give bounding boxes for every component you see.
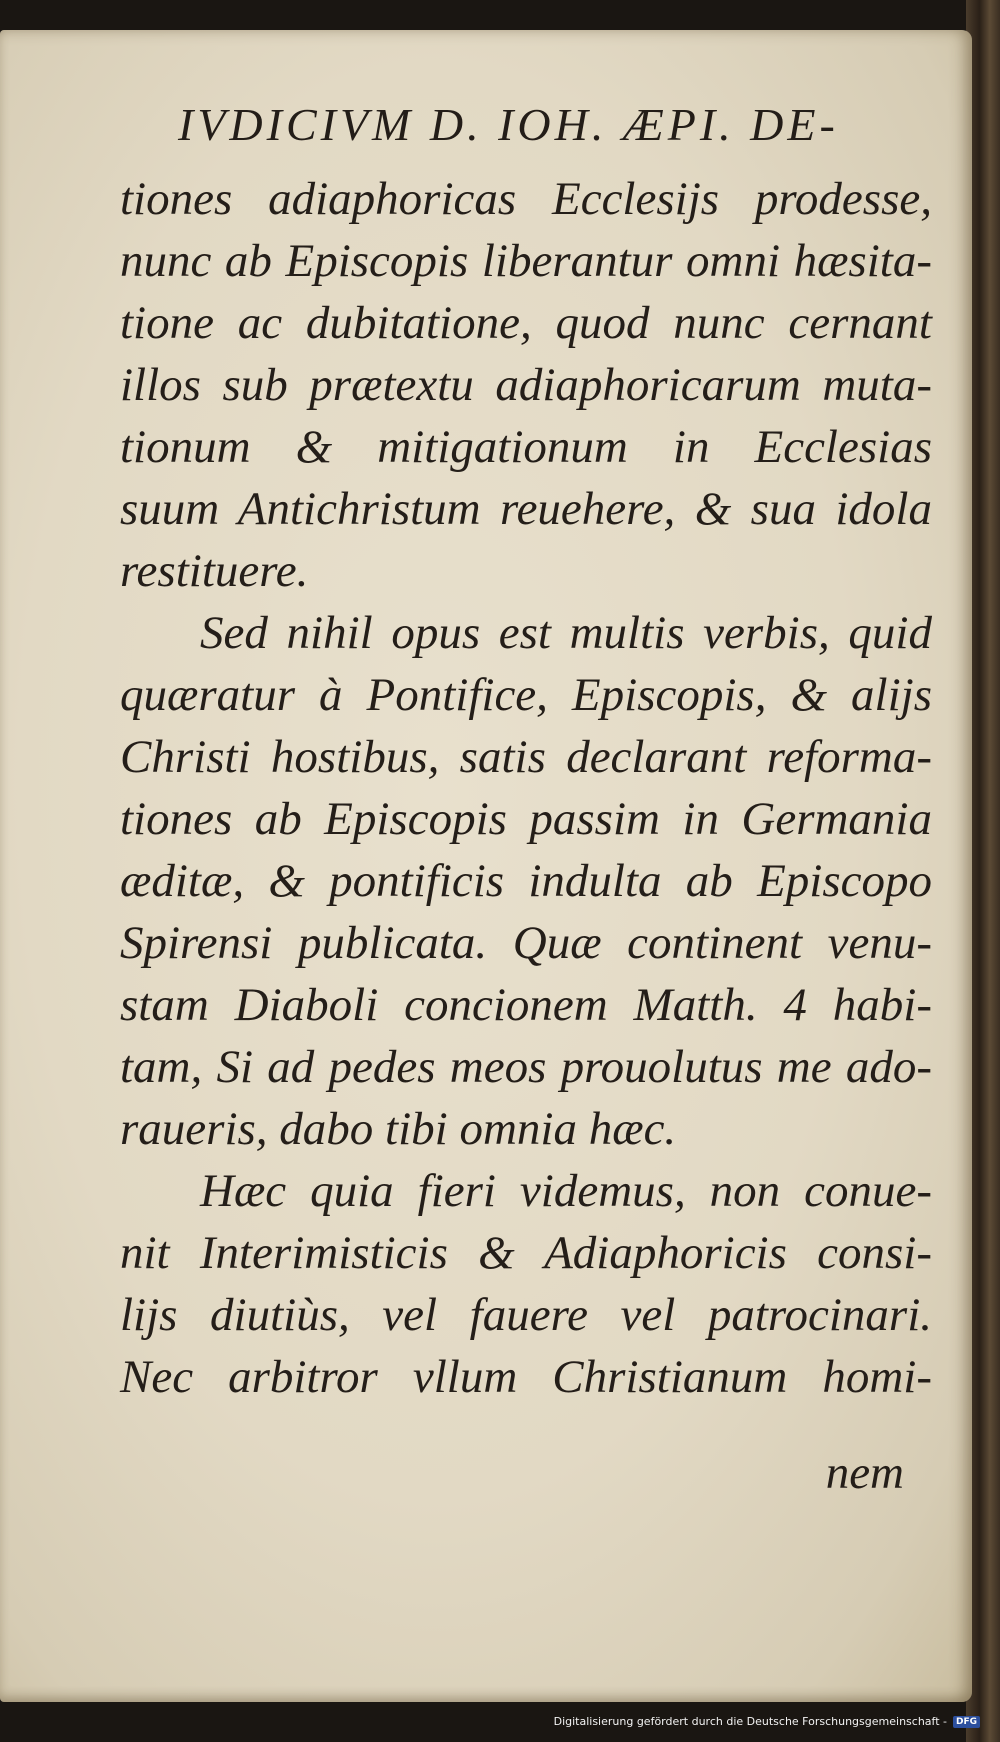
text-line: illos sub prætextu adiaphoricarum muta- — [120, 359, 932, 411]
text-line: Hæc quia fieri videmus, non conue- — [200, 1165, 932, 1217]
dfg-logo-icon: DFG — [953, 1716, 980, 1728]
text-line: Christi hostibus, satis declarant reforma- — [120, 731, 932, 783]
text-line: nit Interimisticis & Adiaphoricis consi- — [120, 1227, 932, 1279]
text-line: æditæ, & pontificis indulta ab Episcopo — [120, 855, 932, 907]
text-line: tione ac dubitatione, quod nunc cernant — [120, 297, 932, 349]
text-line: nunc ab Episcopis liberantur omni hæsita- — [120, 235, 932, 287]
digitization-credit — [554, 1715, 980, 1728]
paragraph-2 — [120, 602, 932, 1160]
text-line: tiones ab Episcopis passim in Germania — [120, 793, 932, 845]
text-line: Spirensi publicata. Quæ continent venu- — [120, 917, 932, 969]
running-head: IVDICIVM D. IOH. ÆPI. DE- — [178, 99, 839, 150]
text-line: quæratur à Pontifice, Episcopis, & alijs — [120, 669, 932, 721]
catchword: nem — [825, 1447, 904, 1499]
text-line: tionum & mitigationum in Ecclesias — [120, 421, 932, 473]
text-line: restituere. — [120, 545, 309, 597]
credit-text: Digitalisierung gefördert durch die Deutsche Forschungsgemeinschaft - — [553, 1715, 947, 1728]
paragraph-1 — [120, 168, 932, 602]
main-text — [120, 168, 932, 1408]
text-line: lijs diutiùs, vel fauere vel patrocinari. — [120, 1289, 932, 1341]
text-line: tam, Si ad pedes meos prouolutus me ado- — [120, 1041, 932, 1093]
text-line: tiones adiaphoricas Ecclesijs prodesse, — [120, 173, 932, 225]
text-line: Sed nihil opus est multis verbis, quid — [200, 607, 932, 659]
paragraph-3 — [120, 1160, 932, 1408]
text-line: suum Antichristum reuehere, & sua idola — [120, 483, 932, 535]
text-line: Nec arbitror vllum Christianum homi- — [120, 1351, 932, 1403]
text-line: stam Diaboli concionem Matth. 4 habi- — [120, 979, 932, 1031]
text-line: raueris, dabo tibi omnia hæc. — [120, 1103, 677, 1155]
